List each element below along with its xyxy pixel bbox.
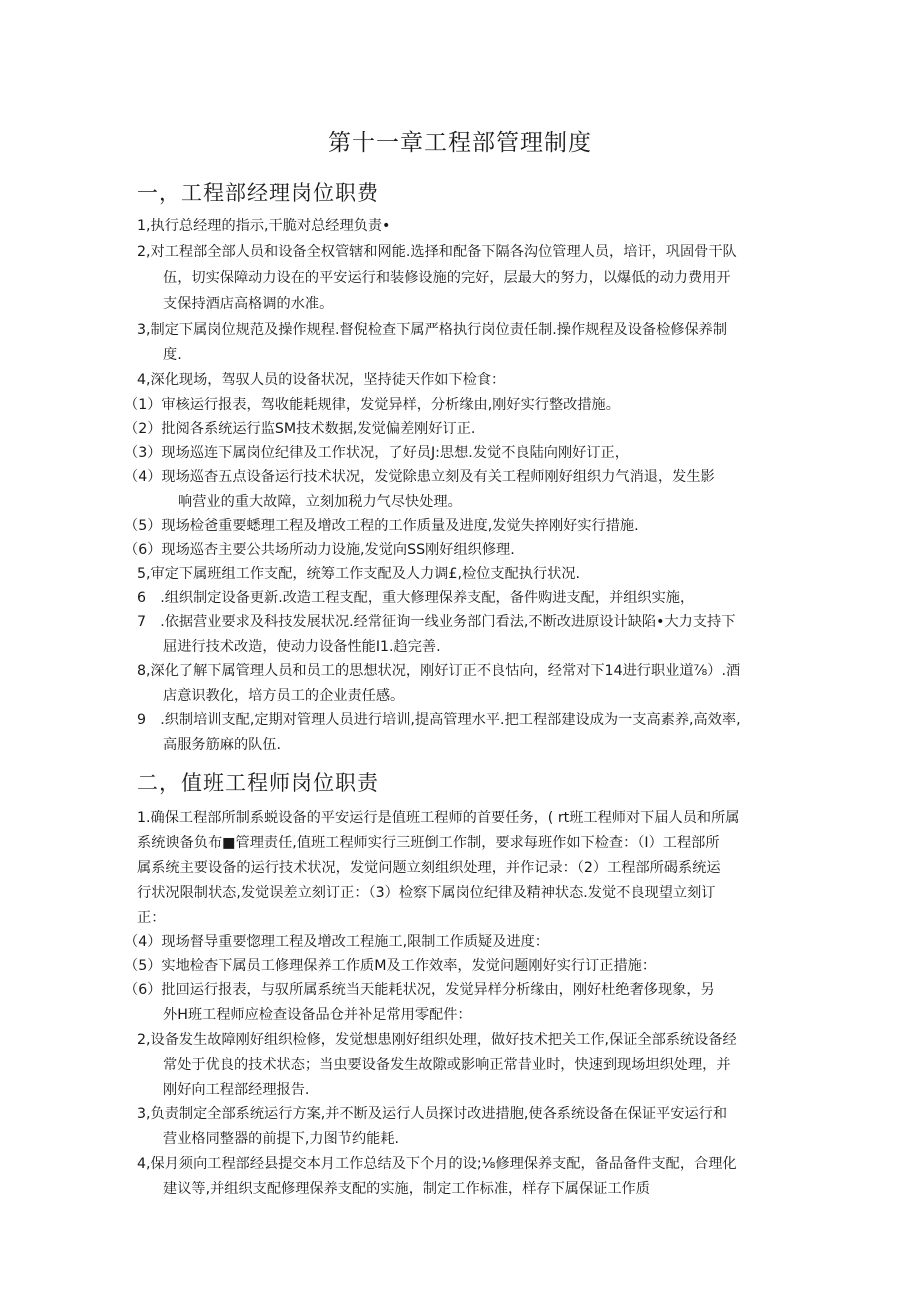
paragraph-line: 屈进行技术改造，使动力设备性能I1.趋完善. [163,639,441,655]
list-item: （5）现场检爸重要蟋理工程及增改工程的工作质量及进度,发觉失捽刚好实行措施. [124,518,639,534]
paragraph-line: 营业格同整器的前提下,力图节约能耗. [163,1131,400,1147]
paragraph-line: 1,执行总经理的指示,干脆对总经理负责• [137,218,391,234]
paragraph-line: 7 .依据营业要求及科技发展状况.经常征询一线业务部门看法,不断改进原设计缺陷•大力支持下 [137,614,736,630]
paragraph-line: 度. [163,347,182,363]
paragraph-line: 4,保月须向工程部经县提交本月工作总结及下个月的设;⅛修理保养支配，备品备件支配，合理化 [137,1156,737,1172]
paragraph-line: 5,审定下属班组工作支配，统筹工作支配及人力调£,检位支配执行状况. [137,566,581,582]
paragraph-line: 系统谀备负布■管理责任,值班工程师实行三班倒工作制，要求每班作如下检查：（I）工程部所 [137,835,720,851]
list-item: （4）现场巡杳五点设备运行技术状况，发觉除患立刻及有关工程师刚好组织力气消退，发生影 [124,469,715,485]
list-item: （3）现场巡连下属岗位纪律及工作状况，了好员J:思想.发觉不良陆向刚好订正， [124,445,629,461]
list-item: （2）批阅各系统运行监SM技术数据,发觉偏差刚好订正. [124,421,476,437]
section-heading-2: 二，值班工程师岗位职责 [137,771,379,795]
paragraph-line: 2,对工程部全部人员和设备全权管辖和网能.选择和配备下隔各沟位管理人员，培讦，巩固骨干队 [137,244,737,260]
paragraph-line: 3,负责制定全部系统运行方案,并不断及运行人员探讨改进措胞,使各系统设备在保证平安运行和 [137,1106,728,1122]
paragraph-line: 3,制定下属岗位规范及操作规程.督倪检查下属严格执行岗位责任制.操作规程及设备检修保养制 [137,322,728,338]
paragraph-line: 常处于优良的技术状态；当虫要设备发生故隙或影响正常昔业时，快速到现场坦织处理，并 [163,1057,731,1073]
list-item: （4）现场督导重要惚理工程及增改工程施工,限制工作质疑及进度： [124,934,549,950]
paragraph-line: 6 .组织制定设备更新.改造工程支配，重大修理保养支配，备件购进支配，并组织实施， [137,590,695,606]
paragraph-line: 2,设备发生故障刚好组织检修，发觉想患刚好组织处理，做好技术把关工作,保证全部系统设备经 [137,1032,737,1048]
page-title: 第十一章工程部管理制度 [328,130,592,156]
paragraph-line: 高服务筋麻的队伍. [163,737,282,753]
list-item: （1）审核运行报表，驾收能耗规律，发觉异样，分析缘由,刚好实行整改措施。 [124,397,620,413]
paragraph-line: 8,深化了解下属管理人员和员工的思想状况，刚好订正不良怙向，经常对下14进行职业道⅞）.酒 [137,663,741,679]
paragraph-line: 正： [137,910,166,926]
paragraph-line: 4,深化现场，驾驭人员的设备状况，坚持徒天作如下检食： [137,372,506,388]
paragraph-line: 建议等,并组织支配修理保养支配的实施，制定工作标准，样存下属保证工作质 [163,1181,650,1197]
paragraph-line: 行状况限制状态,发觉误差立刻订正：（3）检察下属岗位纪律及精神状态.发觉不良现望立刻订 [137,885,716,901]
paragraph-line: 伍，切实保障动力设在的平安运行和装修设施的完好，层最大的努力，以爆低的动力费用开 [163,270,731,286]
paragraph-line: 支保持酒店高格调的水准。 [163,296,334,312]
list-item: （6）批回运行报表，与驭所属系统当天能耗状况，发觉异样分析缘由，刚好杜绝奢侈现象，另 [124,982,715,998]
section-heading-1: 一，工程部经理岗位职费 [137,181,379,205]
list-item-continued: 响营业的重大故障，立刻加税力气尽快处理。 [178,494,462,510]
paragraph-line: 刚好向工程部经理报告. [163,1082,310,1098]
paragraph-line: 9 .织制培训支配,定期对管理人员进行培训,提高管理水平.把工程部建设成为一支高素养,高效率, [137,712,741,728]
paragraph-line: 1.确保工程部所制系蜕设备的平安运行是值班工程师的首要任务，( rt班工程师对下届人员和所属 [137,810,740,826]
paragraph-line: 属系统主要设备的运行技术状况，发觉问题立刻组织处理，并作记录：（2）工程部所碣系统运 [137,860,721,876]
list-item: （6）现场巡杏主要公共场所动力设施,发觉向SS刚好组织修理. [124,542,515,558]
paragraph-line: 店意识教化，培方员工的企业责任感。 [163,688,405,704]
list-item-continued: 外H班工程师应检查设备品仓并补足常用零配件： [163,1007,472,1023]
list-item: （5）实地检杳下属员工修理保养工作质M及工作效率，发觉问题刚好实行订正措施： [124,958,657,974]
